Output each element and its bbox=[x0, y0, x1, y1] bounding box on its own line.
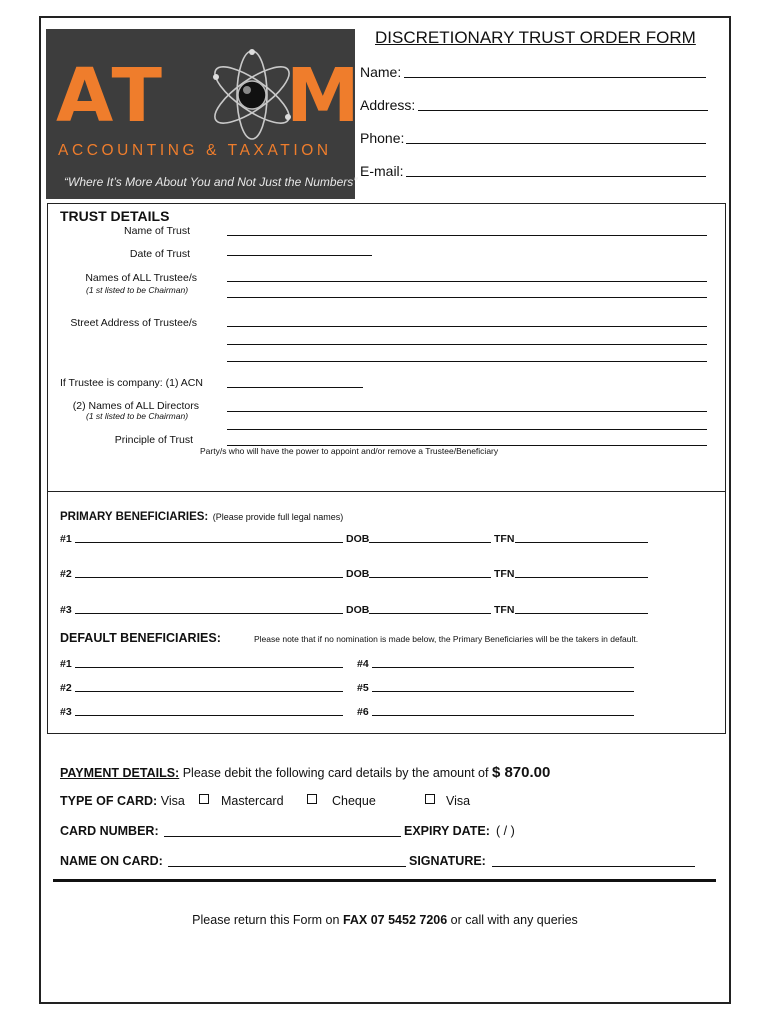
logo-subtitle: ACCOUNTING & TAXATION bbox=[58, 142, 332, 159]
primary-3-dob-label: DOB bbox=[346, 604, 370, 616]
trustees-field-1[interactable] bbox=[227, 272, 707, 282]
email-field[interactable] bbox=[406, 162, 706, 177]
card-number-label: CARD NUMBER: bbox=[60, 824, 159, 838]
default-1-field[interactable] bbox=[75, 658, 343, 668]
principle-label: Principle of Trust bbox=[114, 434, 193, 446]
payment-divider bbox=[53, 879, 716, 882]
directors-field-2[interactable] bbox=[227, 420, 707, 430]
email-label: E-mail: bbox=[360, 163, 404, 179]
primary-2-tfn-field[interactable] bbox=[515, 568, 648, 578]
trustees-field-2[interactable] bbox=[227, 288, 707, 298]
primary-2-tfn-label: TFN bbox=[494, 568, 515, 580]
phone-field[interactable] bbox=[406, 129, 706, 144]
name-on-card-field[interactable] bbox=[168, 856, 406, 867]
default-3-number: #3 bbox=[60, 706, 72, 718]
signature-label: SIGNATURE: bbox=[409, 854, 486, 868]
name-of-trust-field[interactable] bbox=[227, 226, 707, 236]
logo-tagline: “Where It’s More About You and Not Just the Numbers” bbox=[64, 175, 358, 189]
cheque-label: Cheque bbox=[332, 794, 376, 808]
directors-field-1[interactable] bbox=[227, 402, 707, 412]
default-5-field[interactable] bbox=[372, 682, 634, 692]
signature-field[interactable] bbox=[492, 856, 695, 867]
default-3-field[interactable] bbox=[75, 706, 343, 716]
primary-1-tfn-field[interactable] bbox=[515, 533, 648, 543]
primary-3-tfn-label: TFN bbox=[494, 604, 515, 616]
primary-2-dob-label: DOB bbox=[346, 568, 370, 580]
logo-brand-right: M bbox=[286, 53, 364, 139]
mastercard-checkbox[interactable] bbox=[307, 794, 317, 804]
primary-2-dob-field[interactable] bbox=[369, 568, 491, 578]
card-type-row bbox=[60, 794, 185, 808]
payment-details-line bbox=[60, 764, 550, 781]
street-address-field-2[interactable] bbox=[227, 335, 707, 345]
primary-2-name-field[interactable] bbox=[75, 568, 343, 578]
date-of-trust-field[interactable] bbox=[227, 246, 372, 256]
visa-label: Visa bbox=[446, 794, 471, 808]
street-address-field-1[interactable] bbox=[227, 317, 707, 327]
primary-beneficiaries-header bbox=[60, 507, 343, 525]
default-2-number: #2 bbox=[60, 682, 72, 694]
footer-text-after: or call with any queries bbox=[447, 913, 578, 927]
directors-label: (2) Names of ALL Directors bbox=[72, 400, 199, 412]
primary-beneficiaries-note: (Please provide full legal names) bbox=[212, 512, 344, 522]
primary-1-dob-label: DOB bbox=[346, 533, 370, 545]
phone-label: Phone: bbox=[360, 130, 405, 146]
trustees-label: Names of ALL Trustee/s bbox=[85, 272, 197, 284]
expiry-date-label: EXPIRY DATE: bbox=[404, 824, 490, 838]
default-6-field[interactable] bbox=[372, 706, 634, 716]
default-beneficiaries-heading: DEFAULT BENEFICIARIES: bbox=[60, 631, 221, 645]
trustees-note: (1 st listed to be Chairman) bbox=[86, 285, 189, 295]
primary-1-number: #1 bbox=[60, 533, 72, 545]
primary-1-name-field[interactable] bbox=[75, 533, 343, 543]
name-on-card-label: NAME ON CARD: bbox=[60, 854, 163, 868]
footer-fax: FAX 07 5452 7206 bbox=[342, 913, 448, 927]
name-label: Name: bbox=[360, 64, 402, 80]
primary-3-name-field[interactable] bbox=[75, 604, 343, 614]
mastercard-label: Mastercard bbox=[221, 794, 284, 808]
footer-text-before: Please return this Form on bbox=[192, 913, 343, 927]
footer-note bbox=[0, 913, 770, 927]
acn-field[interactable] bbox=[227, 378, 363, 388]
directors-note: (1 st listed to be Chairman) bbox=[86, 411, 189, 421]
street-address-label: Street Address of Trustee/s bbox=[70, 317, 197, 329]
default-6-number: #6 bbox=[357, 706, 369, 718]
visa-checkbox-1[interactable] bbox=[199, 794, 209, 804]
primary-3-number: #3 bbox=[60, 604, 72, 616]
street-address-field-3[interactable] bbox=[227, 352, 707, 362]
payment-heading: PAYMENT DETAILS: bbox=[60, 766, 180, 780]
principle-note: Party/s who will have the power to appoint and/or remove a Trustee/Beneficiary bbox=[200, 446, 499, 456]
date-of-trust-label: Date of Trust bbox=[129, 248, 190, 260]
primary-beneficiaries-heading: PRIMARY BENEFICIARIES: bbox=[60, 511, 209, 523]
trust-details-heading: TRUST DETAILS bbox=[60, 208, 170, 224]
default-beneficiaries-note: Please note that if no nomination is made below, the Primary Beneficiaries will be the takers in default. bbox=[254, 634, 639, 644]
primary-3-tfn-field[interactable] bbox=[515, 604, 648, 614]
logo-brand-left: AT bbox=[56, 53, 167, 139]
address-label: Address: bbox=[360, 97, 416, 113]
expiry-date-field[interactable]: ( / ) bbox=[496, 824, 515, 838]
payment-amount: $ 870.00 bbox=[491, 764, 551, 781]
default-1-number: #1 bbox=[60, 658, 72, 670]
default-5-number: #5 bbox=[357, 682, 369, 694]
card-type-first-label: Visa bbox=[160, 794, 185, 808]
cheque-checkbox[interactable] bbox=[425, 794, 435, 804]
card-number-field[interactable] bbox=[164, 826, 401, 837]
primary-2-number: #2 bbox=[60, 568, 72, 580]
primary-1-dob-field[interactable] bbox=[369, 533, 491, 543]
default-4-field[interactable] bbox=[372, 658, 634, 668]
acn-label: If Trustee is company: (1) ACN bbox=[60, 377, 203, 389]
default-2-field[interactable] bbox=[75, 682, 343, 692]
company-logo bbox=[46, 29, 364, 199]
primary-3-dob-field[interactable] bbox=[369, 604, 491, 614]
form-title: DISCRETIONARY TRUST ORDER FORM bbox=[375, 28, 696, 47]
principle-field[interactable] bbox=[227, 436, 707, 446]
payment-text: Please debit the following card details by the amount of bbox=[179, 766, 492, 780]
card-type-label: TYPE OF CARD: bbox=[60, 794, 158, 808]
default-4-number: #4 bbox=[357, 658, 369, 670]
primary-1-tfn-label: TFN bbox=[494, 533, 515, 545]
name-of-trust-label: Name of Trust bbox=[124, 225, 190, 237]
name-field[interactable] bbox=[404, 63, 706, 78]
address-field[interactable] bbox=[418, 96, 708, 111]
